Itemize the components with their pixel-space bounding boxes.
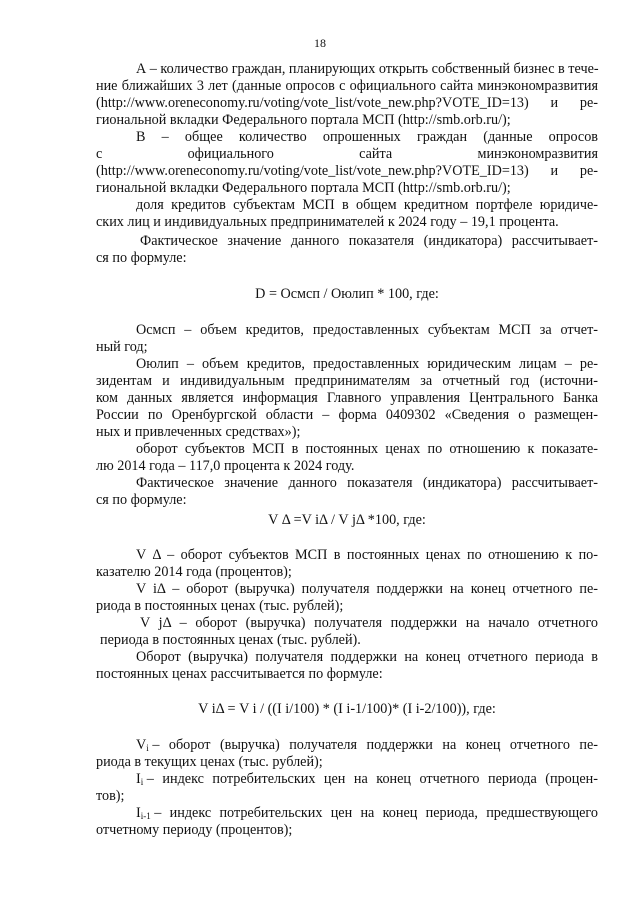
text-line: ком данных является информация Главного управления Центрального Банка [96, 390, 598, 406]
page-number: 18 [314, 36, 326, 50]
text-line: А – количество граждан, планирующих открыть собственный бизнес в тече- [136, 61, 599, 77]
text-line: Осмсп – объем кредитов, предоставленных субъектам МСП за отчет- [136, 322, 598, 338]
text-line: (http://www.oreneconomy.ru/voting/vote_list/vote_new.php?VOTE_ID=13) и ре- [96, 163, 598, 179]
text-line: риода в текущих ценах (тыс. рублей); [96, 754, 323, 770]
text-line: казателю 2014 года (процентов); [96, 564, 292, 580]
text-line: V iΔ – оборот (выручка) получателя поддержки на конец отчетного пе- [136, 581, 598, 597]
text-line: Оюлип – объем кредитов, предоставленных юридическим лицам – ре- [136, 356, 598, 372]
text-line: гиональной вкладки Федерального портала МСП (http://smb.orb.ru/); [96, 112, 511, 128]
text-line: ся по формуле: [96, 250, 187, 266]
text-line: зидентам и индивидуальным предпринимателям за отчетный год (источни- [96, 373, 598, 389]
text-line: риода в постоянных ценах (тыс. рублей); [96, 598, 344, 614]
text-line: – индекс потребительских цен на конец периода, предшествующего [154, 805, 598, 821]
text-line: ный год; [96, 339, 148, 355]
text-line: – индекс потребительских цен на конец отчетного периода (процен- [146, 771, 598, 787]
text-line: (http://www.oreneconomy.ru/voting/vote_list/vote_new.php?VOTE_ID=13) и ре- [96, 95, 598, 111]
text-line: России по Оренбургской области – форма 0409302 «Сведения о размещен- [96, 407, 598, 423]
text-line: – оборот (выручка) получателя поддержки на конец отчетного пе- [152, 737, 598, 753]
text-line: V jΔ – оборот (выручка) получателя поддержки на начало отчетного [140, 615, 598, 631]
text-line: Фактическое значение данного показателя (индикатора) рассчитывает- [136, 475, 598, 491]
text-line: постоянных ценах рассчитывается по формуле: [96, 666, 383, 682]
text-line: ских лиц и индивидуальных предпринимателей к 2024 году – 19,1 процента. [96, 214, 559, 230]
formula: V iΔ = V i / ((I i/100) * (I i-1/100)* (I i-2/100)), где: [198, 701, 496, 717]
text-line: отчетному периоду (процентов); [96, 822, 293, 838]
text-line: оборот субъектов МСП в постоянных ценах по отношению к показате- [136, 441, 598, 457]
text-line: V Δ – оборот субъектов МСП в постоянных ценах по отношению к по- [136, 547, 598, 563]
text-line: ся по формуле: [96, 492, 187, 508]
symbol-i: $I_i$ [136, 771, 144, 787]
text-line: Оборот (выручка) получателя поддержки на конец отчетного периода в [136, 649, 598, 665]
formula: V Δ =V iΔ / V jΔ *100, где: [268, 512, 426, 528]
text-line: доля кредитов субъектам МСП в общем кредитном портфеле юридиче- [136, 197, 598, 213]
text-line: ных и привлеченных средствах»); [96, 424, 301, 440]
text-line: периода в постоянных ценах (тыс. рублей). [100, 632, 361, 648]
text-line: В – общее количество опрошенных граждан (данные опросов [136, 129, 598, 145]
text-line: Фактическое значение данного показателя (индикатора) рассчитывает- [140, 233, 598, 249]
text-line: с официального сайта минэкономразвития [96, 146, 598, 162]
text-line: тов); [96, 788, 125, 804]
text-line: гиональной вкладки Федерального портала МСП (http://smb.orb.ru/); [96, 180, 511, 196]
formula: D = Осмсп / Оюлип * 100, где: [255, 286, 439, 302]
symbol-i-minus-1: $I_{i-1}$ [136, 805, 151, 821]
symbol-v: $V_i$ [136, 737, 149, 753]
text-line: ние ближайших 3 лет (данные опросов с официального сайта минэкономразвития [96, 78, 598, 94]
text-line: лю 2014 года – 117,0 процента к 2024 году. [96, 458, 355, 474]
